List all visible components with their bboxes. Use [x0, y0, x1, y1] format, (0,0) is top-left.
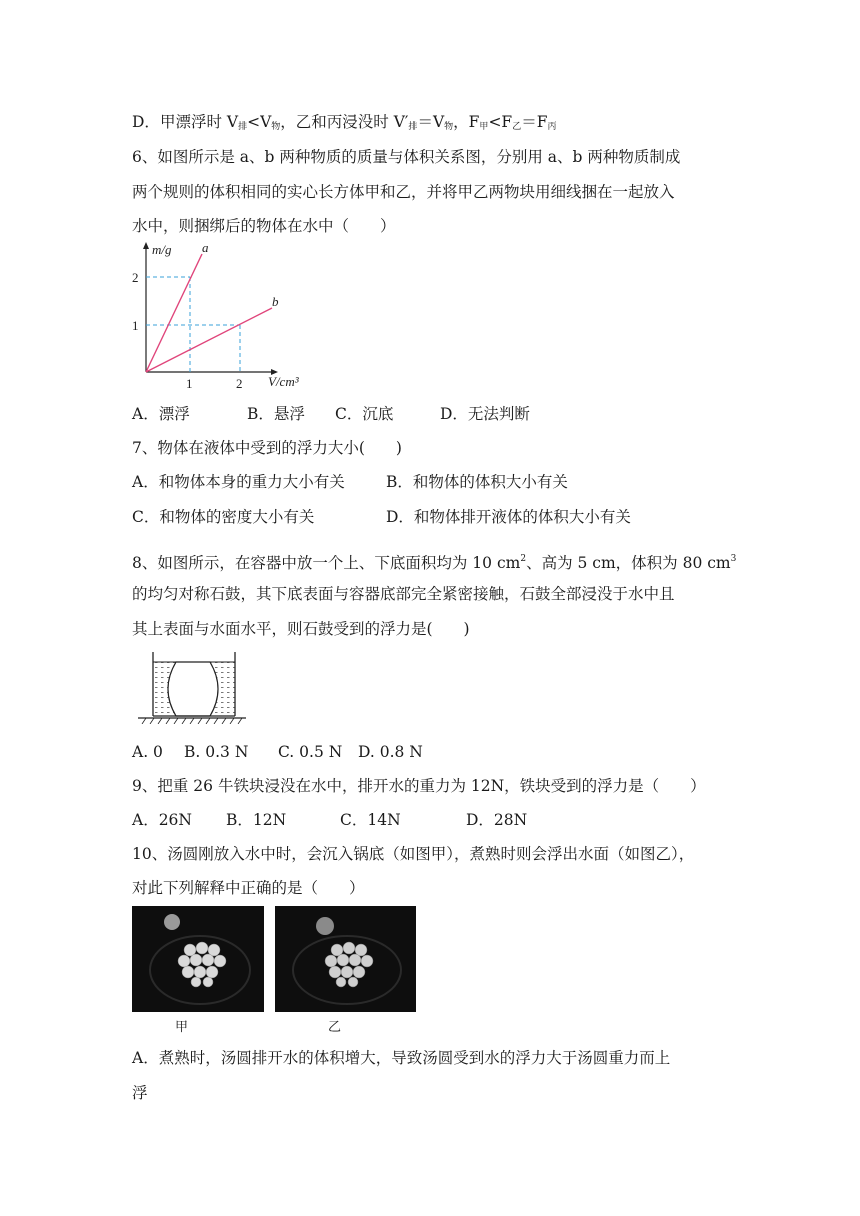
tangyuan-photo-jia — [132, 906, 264, 1012]
stone-drum-container-figure — [136, 650, 248, 724]
q8-stem-line-3: 其上表面与水面水平，则石鼓受到的浮力是( ) — [132, 620, 470, 638]
y-tick-1: 1 — [132, 318, 139, 333]
line-b-label: b — [272, 294, 279, 309]
q7-stem: 7、物体在液体中受到的浮力大小( ) — [132, 439, 402, 457]
q10-stem-line-2: 对此下列解释中正确的是（ ） — [132, 879, 365, 897]
stone-drum — [168, 662, 218, 716]
q9-option-c: C．14N — [340, 811, 401, 829]
line-b — [146, 308, 272, 372]
q7-option-d: D．和物体排开液体的体积大小有关 — [386, 508, 631, 526]
q6-option-d: D．无法判断 — [440, 405, 530, 423]
x-tick-1: 1 — [186, 376, 193, 391]
x-tick-2: 2 — [236, 376, 243, 391]
line-a-label: a — [202, 240, 209, 255]
q8-option-c: C. 0.5 N — [278, 743, 343, 761]
q7-option-a: A．和物体本身的重力大小有关 — [132, 473, 345, 491]
q6-option-c: C．沉底 — [335, 405, 394, 423]
q7-option-c: C．和物体的密度大小有关 — [132, 508, 315, 526]
tangyuan-sinking-image — [132, 906, 264, 1012]
y-tick-2: 2 — [132, 270, 139, 285]
q8-option-a: A. 0 — [132, 743, 163, 761]
q6-stem-line-3: 水中，则捆绑后的物体在水中（ ） — [132, 217, 396, 235]
q6-option-a: A．漂浮 — [132, 405, 190, 423]
q6-option-b: B．悬浮 — [247, 405, 305, 423]
q9-option-d: D．28N — [466, 811, 528, 829]
q6-stem-line-2: 两个规则的体积相同的实心长方体甲和乙，并将甲乙两物块用细线捆在一起放入 — [132, 183, 675, 201]
q9-option-a: A．26N — [132, 811, 192, 829]
q7-option-b: B．和物体的体积大小有关 — [386, 473, 568, 491]
q8-stem-line-2: 的均匀对称石鼓，其下底表面与容器底部完全紧密接触，石鼓全部浸没于水中且 — [132, 585, 675, 603]
q6-stem-line-1: 6、如图所示是 a、b 两种物质的质量与体积关系图，分别用 a、b 两种物质制成 — [132, 148, 681, 166]
q5-option-d: D．甲漂浮时 $V_排<V_物$，乙和丙浸没时 $V'_排=V_物$，$F_甲<F_乙=F_丙$ — [132, 113, 557, 132]
q10-stem-line-1: 10、汤圆刚放入水中时，会沉入锅底（如图甲），煮熟时则会浮出水面（如图乙）， — [132, 845, 695, 863]
y-axis-label: m/g — [152, 242, 172, 257]
q8-option-d: D. 0.8 N — [358, 743, 423, 761]
ground-hatch — [142, 718, 242, 724]
y-axis-arrow — [143, 242, 149, 249]
x-axis-label: V/cm³ — [268, 374, 299, 389]
mass-volume-graph — [126, 240, 316, 392]
photo-label-jia: 甲 — [175, 1020, 189, 1035]
q9-option-b: B．12N — [226, 811, 287, 829]
line-a — [146, 254, 202, 372]
photo-label-yi: 乙 — [328, 1020, 342, 1035]
tangyuan-photo-yi — [275, 906, 416, 1012]
q8-stem-line-1: 8、如图所示，在容器中放一个上、下底面积均为 10 $cm^2$、高为 5 cm，体积为 80 $cm^3$ — [132, 554, 737, 572]
q10-option-a-line-2: 浮 — [132, 1084, 148, 1102]
q10-option-a-line-1: A．煮熟时，汤圆排开水的体积增大，导致汤圆受到水的浮力大于汤圆重力而上 — [132, 1049, 671, 1067]
q9-stem: 9、把重 26 牛铁块浸没在水中，排开水的重力为 12N，铁块受到的浮力是（ ） — [132, 777, 706, 795]
tangyuan-floating-image — [275, 906, 416, 1012]
q8-option-b: B. 0.3 N — [184, 743, 249, 761]
